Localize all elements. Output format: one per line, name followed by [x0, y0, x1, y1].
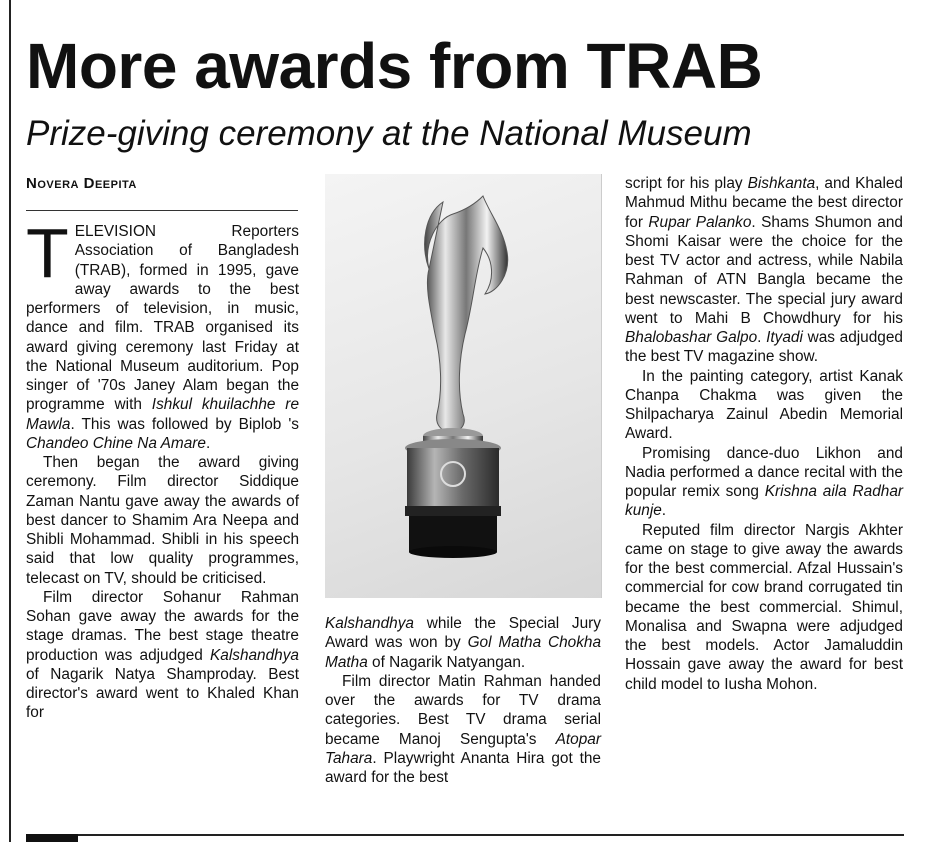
trophy-photo [325, 174, 602, 598]
article-paragraph: Then began the award giving ceremony. Film director Siddique Zaman Nantu gave away the awards of best dancer to Shamim Ara Neepa and Shibli Mohammad. Shibli in his speech said that low quality programmes, telecast on TV, should be criticised. [26, 454, 299, 587]
article-paragraph: script for his play Bishkanta, and Khaled Mahmud Mithu became the best director for Rupar Palanko. Shams Shumon and Shomi Kaisar were the choice for the best TV actor and actress, while Nabila Rahman of ATN Bangla became the best newscaster. The special jury award went to Mahi B Chowdhury for his Bhalobashar Galpo. Ityadi was adjudged the best TV magazine show. [625, 175, 903, 366]
article-column-3 [625, 174, 903, 694]
article-paragraph: Film director Matin Rahman handed over the awards for TV drama categories. Best TV drama serial became Manoj Sengupta's Atopar Tahara. Playwright Ananta Hira got the award for the best [325, 672, 601, 786]
left-column-rule [9, 0, 11, 842]
bottom-rule [26, 834, 904, 836]
article-paragraph: Promising dance-duo Likhon and Nadia performed a dance recital with the popular remix song Krishna aila Radhar kunje. [625, 444, 903, 520]
article-paragraph: Film director Sohanur Rahman Sohan gave away the awards for the stage dramas. The best stage theatre production was adjudged Kalshandhya of Nagarik Natya Shamproday. Best director's award went to Khaled Khan for [26, 588, 299, 722]
article-column-2 [325, 614, 601, 787]
drop-cap: T [26, 214, 69, 292]
byline: Novera Deepita [26, 175, 137, 192]
article-paragraph: Reputed film director Nargis Akhter came on stage to give away the awards for the best commercial. Afzal Hussain's commercial for cow brand corrugated tin became the best commercial. Shimul, Monalisa and Swapna were adjudged the best models. Actor Jamaluddin Hossain gave away the award for best child model to Iusha Mohon. [625, 521, 903, 693]
article-paragraph: TELEVISION Reporters Association of Bangladesh (TRAB), formed in 1995, gave away awards to the best performers of television, in music, dance and film. TRAB organised its award giving ceremony last Friday at the National Museum auditorium. Pop singer of '70s Janey Alam began the programme with Ishkul khuilachhe re Mawla. This was followed by Biplob 's Chandeo Chine Na Amare. [26, 214, 299, 452]
article-paragraph: Kalshandhya while the Special Jury Award was won by Gol Matha Chokha Matha of Nagarik Natyangan. [325, 615, 602, 671]
bottom-rule-accent [26, 834, 78, 842]
byline-rule [26, 210, 298, 211]
article-column-1 [26, 214, 299, 723]
subheadline: Prize-giving ceremony at the National Museum [26, 114, 752, 153]
headline: More awards from TRAB [26, 30, 763, 102]
trophy-icon [325, 174, 601, 598]
article-paragraph: In the painting category, artist Kanak Chanpa Chakma was given the Shilpacharya Zainul Abedin Memorial Award. [625, 367, 903, 443]
